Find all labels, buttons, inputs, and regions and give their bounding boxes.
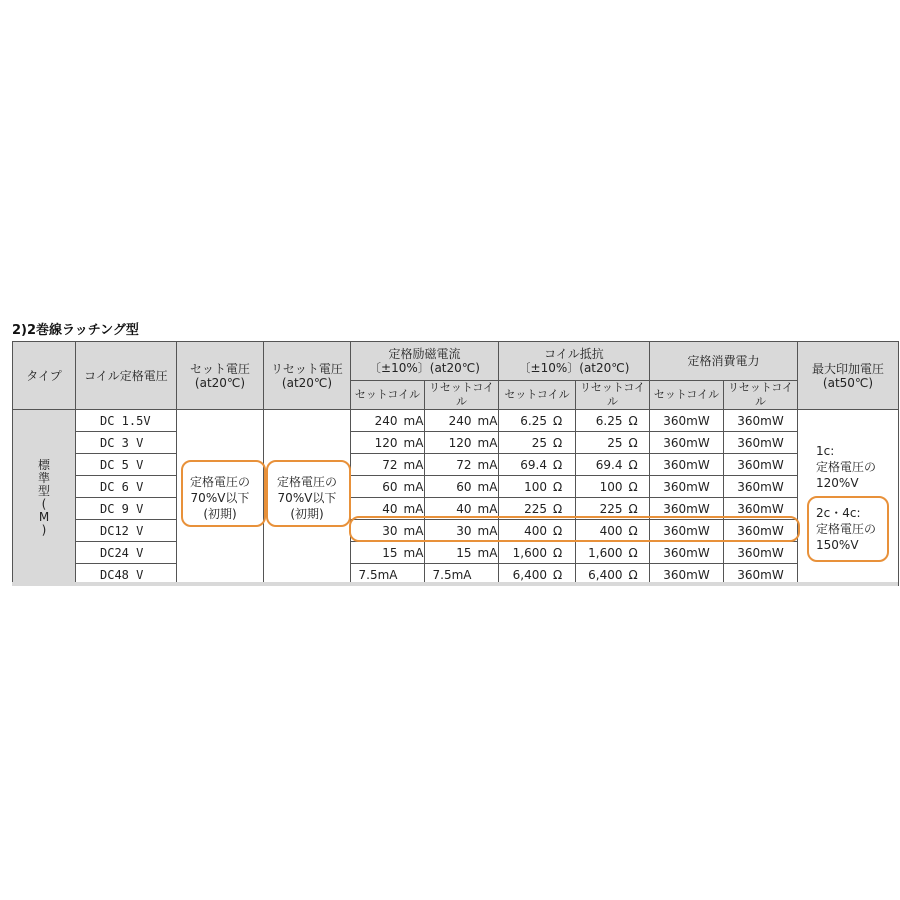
header-set-voltage-label: セット電圧: [189, 361, 250, 376]
header-power: 定格消費電力: [650, 342, 798, 381]
reset-voltage-line: 定格電圧の: [276, 474, 337, 489]
header-set-voltage: [177, 342, 264, 410]
table-bottom-strip: [12, 582, 898, 586]
reset-power-cell: 360mW: [724, 432, 798, 454]
set-current-cell-unit: mA: [403, 523, 424, 538]
set-current-cell-unit: mA: [403, 479, 424, 494]
type-cell: [13, 410, 76, 586]
reset-resistance-cell-value: 100: [599, 479, 623, 494]
set-power-cell: 360mW: [650, 498, 724, 520]
type-label-char: 準: [37, 470, 50, 485]
set-current-cell-unit: mA: [403, 545, 424, 560]
coil-spec-table: [12, 341, 899, 586]
reset-current-cell: [425, 542, 499, 564]
subheader-reset-coil: リセットコイル: [576, 381, 650, 410]
header-max-voltage-label: 最大印加電圧: [812, 361, 885, 376]
header-max-voltage-cond: (at50℃): [822, 375, 874, 390]
set-current-cell: [351, 542, 425, 564]
set-current-cell-unit: mA: [403, 457, 424, 472]
reset-resistance-cell-unit: Ω: [628, 435, 638, 450]
reset-power-cell: 360mW: [724, 542, 798, 564]
table-row: [13, 432, 899, 454]
set-resistance-cell-unit: Ω: [553, 413, 563, 428]
reset-resistance-cell-unit: Ω: [628, 523, 638, 538]
set-resistance-cell-value: 1,600: [512, 545, 547, 560]
table-body: [13, 410, 899, 586]
reset-current-cell: [425, 432, 499, 454]
reset-current-cell-unit: mA: [477, 545, 498, 560]
reset-resistance-cell-value: 400: [599, 523, 623, 538]
reset-current-cell-value: 15: [456, 545, 472, 560]
subheader-reset-coil: リセットコイル: [425, 381, 499, 410]
reset-current-cell-value: 60: [456, 479, 472, 494]
set-current-cell: [351, 432, 425, 454]
reset-current-cell-value: 40: [456, 501, 472, 516]
set-current-cell-unit: mA: [403, 413, 424, 428]
set-resistance-cell-unit: Ω: [553, 501, 563, 516]
reset-resistance-cell-unit: Ω: [628, 457, 638, 472]
reset-current-cell-unit: mA: [477, 413, 498, 428]
set-current-cell: [351, 454, 425, 476]
reset-current-cell-unit: mA: [477, 435, 498, 450]
header-reset-voltage: [264, 342, 351, 410]
set-current-cell-value: 30: [382, 523, 398, 538]
reset-resistance-cell: [576, 542, 650, 564]
set-current-cell-value: 120: [374, 435, 398, 450]
reset-resistance-cell-value: 69.4: [595, 457, 623, 472]
reset-current-cell-unit: mA: [477, 479, 498, 494]
coil-voltage-cell: DC 6 V: [76, 476, 177, 498]
set-resistance-cell-value: 400: [524, 523, 547, 538]
reset-power-cell: 360mW: [724, 498, 798, 520]
reset-voltage-line: 70%V以下: [277, 490, 337, 505]
table-row: [13, 476, 899, 498]
max-voltage-1c-label: 1c:: [816, 443, 835, 458]
max-voltage-2c4c-label: 2c・4c:: [816, 505, 861, 520]
set-power-cell: 360mW: [650, 520, 724, 542]
reset-resistance-cell: [576, 520, 650, 542]
set-current-cell-unit: mA: [403, 501, 424, 516]
set-power-cell: 360mW: [650, 542, 724, 564]
reset-current-cell-unit: mA: [477, 457, 498, 472]
set-resistance-cell: [499, 520, 576, 542]
set-current-cell-value: 60: [382, 479, 398, 494]
max-voltage-2c4c-value: 150%V: [816, 537, 859, 552]
set-power-cell: 360mW: [650, 564, 724, 586]
type-label: [38, 459, 50, 537]
set-current-cell-value: 240: [374, 413, 398, 428]
set-resistance-cell-value: 69.4: [520, 457, 547, 472]
set-current-cell-value: 7.5mA: [358, 567, 398, 582]
reset-current-cell-value: 7.5mA: [432, 567, 472, 582]
reset-resistance-cell: [576, 432, 650, 454]
set-resistance-cell-unit: Ω: [553, 435, 563, 450]
set-resistance-cell-value: 6,400: [512, 567, 547, 582]
reset-current-cell: [425, 410, 499, 432]
reset-resistance-cell-unit: Ω: [628, 567, 638, 582]
set-voltage-cell: [177, 410, 264, 586]
set-resistance-cell-unit: Ω: [553, 567, 563, 582]
reset-resistance-cell-unit: Ω: [628, 479, 638, 494]
max-voltage-1c-text: 定格電圧の: [816, 459, 877, 474]
reset-voltage-line: (初期): [290, 506, 324, 521]
set-current-cell: [351, 498, 425, 520]
max-voltage-2c4c-text: 定格電圧の: [816, 521, 877, 536]
subheader-reset-coil: リセットコイル: [724, 381, 798, 410]
set-resistance-cell: [499, 454, 576, 476]
set-resistance-cell-value: 25: [531, 435, 547, 450]
coil-voltage-cell: DC12 V: [76, 520, 177, 542]
set-current-cell-value: 72: [382, 457, 398, 472]
set-resistance-cell: [499, 432, 576, 454]
set-resistance-cell-value: 100: [524, 479, 547, 494]
header-max-voltage: [798, 342, 899, 410]
type-label-char: ): [41, 522, 47, 537]
header-resistance: [499, 342, 650, 381]
reset-resistance-cell-unit: Ω: [628, 413, 638, 428]
reset-resistance-cell-value: 225: [599, 501, 623, 516]
reset-current-cell-value: 240: [448, 413, 472, 428]
type-label-char: M: [38, 509, 50, 524]
set-current-cell: [351, 410, 425, 432]
header-set-voltage-cond: (at20℃): [194, 375, 246, 390]
reset-power-cell: 360mW: [724, 476, 798, 498]
set-voltage-line: (初期): [203, 506, 237, 521]
reset-power-cell: 360mW: [724, 520, 798, 542]
table-row: [13, 498, 899, 520]
reset-resistance-cell-value: 25: [607, 435, 623, 450]
set-resistance-cell-value: 225: [524, 501, 547, 516]
reset-resistance-cell: [576, 498, 650, 520]
reset-resistance-cell-value: 6.25: [595, 413, 623, 428]
set-resistance-cell-unit: Ω: [553, 457, 563, 472]
reset-current-cell-value: 120: [448, 435, 472, 450]
set-resistance-cell: [499, 410, 576, 432]
reset-current-cell-unit: mA: [477, 501, 498, 516]
max-voltage-cell: [798, 410, 899, 586]
set-resistance-cell-unit: Ω: [553, 545, 563, 560]
coil-voltage-cell: DC24 V: [76, 542, 177, 564]
table-header: [13, 342, 899, 410]
reset-current-cell: [425, 520, 499, 542]
type-label-char: (: [41, 496, 47, 511]
reset-current-cell-unit: mA: [477, 523, 498, 538]
reset-power-cell: 360mW: [724, 454, 798, 476]
header-coil-voltage: コイル定格電圧: [76, 342, 177, 410]
reset-power-cell: 360mW: [724, 410, 798, 432]
max-voltage-1c-value: 120%V: [816, 475, 859, 490]
set-resistance-cell: [499, 498, 576, 520]
section-title: 2)2巻線ラッチング型: [12, 323, 139, 338]
reset-resistance-cell: [576, 476, 650, 498]
set-power-cell: 360mW: [650, 476, 724, 498]
set-resistance-cell-unit: Ω: [553, 479, 563, 494]
max-voltage-spacer: [816, 491, 898, 505]
set-resistance-cell: [499, 542, 576, 564]
reset-resistance-cell-value: 6,400: [588, 567, 623, 582]
set-current-cell-value: 40: [382, 501, 398, 516]
table-row: [13, 520, 899, 542]
reset-current-cell: [425, 476, 499, 498]
table-row: [13, 454, 899, 476]
table-row: [13, 410, 899, 432]
header-type: タイプ: [13, 342, 76, 410]
set-power-cell: 360mW: [650, 432, 724, 454]
reset-current-cell: [425, 498, 499, 520]
reset-resistance-cell-value: 1,600: [588, 545, 623, 560]
header-excitation-cond: 〔±10%〕(at20℃): [369, 361, 480, 375]
set-current-cell: [351, 520, 425, 542]
header-resistance-cond: 〔±10%〕(at20℃): [518, 361, 630, 375]
coil-voltage-cell: DC 5 V: [76, 454, 177, 476]
coil-voltage-cell: DC 9 V: [76, 498, 177, 520]
reset-current-cell: [425, 454, 499, 476]
type-label-char: 型: [37, 483, 50, 498]
header-reset-voltage-cond: (at20℃): [281, 375, 333, 390]
coil-voltage-cell: DC 3 V: [76, 432, 177, 454]
set-current-cell-unit: mA: [403, 435, 424, 450]
set-voltage-line: 70%V以下: [190, 490, 250, 505]
type-label-char: 標: [37, 457, 50, 472]
reset-voltage-cell: [264, 410, 351, 586]
reset-current-cell-value: 72: [456, 457, 472, 472]
set-resistance-cell: [499, 476, 576, 498]
reset-resistance-cell: [576, 454, 650, 476]
reset-resistance-cell: [576, 410, 650, 432]
reset-resistance-cell-unit: Ω: [628, 545, 638, 560]
subheader-set-coil: セットコイル: [499, 381, 576, 410]
reset-resistance-cell-unit: Ω: [628, 501, 638, 516]
set-power-cell: 360mW: [650, 410, 724, 432]
set-voltage-line: 定格電圧の: [189, 474, 250, 489]
subheader-set-coil: セットコイル: [351, 381, 425, 410]
coil-voltage-cell: DC48 V: [76, 564, 177, 586]
set-current-cell: [351, 476, 425, 498]
reset-power-cell: 360mW: [724, 564, 798, 586]
set-current-cell-value: 15: [382, 545, 398, 560]
header-excitation: [351, 342, 499, 381]
reset-current-cell-value: 30: [456, 523, 472, 538]
header-reset-voltage-label: リセット電圧: [271, 361, 343, 376]
coil-voltage-cell: DC 1.5V: [76, 410, 177, 432]
set-power-cell: 360mW: [650, 454, 724, 476]
header-resistance-label: コイル抵抗: [544, 347, 604, 361]
header-excitation-label: 定格励磁電流: [388, 347, 461, 361]
subheader-set-coil: セットコイル: [650, 381, 724, 410]
set-resistance-cell-unit: Ω: [553, 523, 563, 538]
table-row: [13, 542, 899, 564]
set-resistance-cell-value: 6.25: [520, 413, 547, 428]
